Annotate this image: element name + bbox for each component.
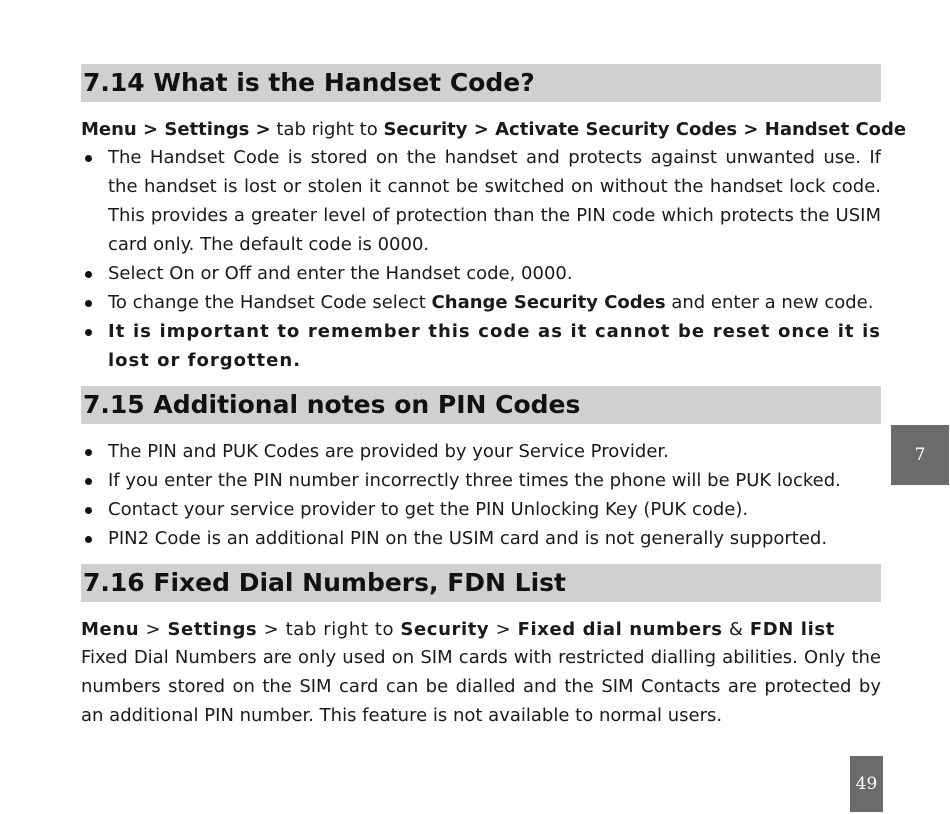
list-item-bold: Change Security Codes (431, 292, 666, 313)
menu-path-bold: Security (400, 619, 490, 640)
list-item: The Handset Code is stored on the handset and protects against unwanted use. If the handset is lost or stolen it cannot be switched on without the handset lock code. This provides a greater level of protection than the PIN code which protects the USIM card only. The default code is 0000. (81, 143, 881, 259)
list-item (81, 288, 881, 317)
menu-path-bold: Menu > Settings > (81, 119, 271, 140)
bullet-list (81, 143, 881, 375)
body-paragraph: Fixed Dial Numbers are only used on SIM cards with restricted dialling abilities. Only the numbers stored on the SIM card can be dialled and the SIM Contacts are protected by an additional PIN number. This feature is not available to normal users. (81, 647, 881, 726)
menu-path (81, 116, 907, 143)
section-fdn (81, 564, 881, 730)
list-item-text: To change the Handset Code select (108, 292, 432, 313)
menu-path-bold: Security > Activate Security Codes > Handset Code (383, 119, 907, 140)
menu-path-bold: Menu (81, 619, 140, 640)
page-content (81, 64, 907, 730)
list-item: If you enter the PIN number incorrectly three times the phone will be PUK locked. (81, 466, 881, 495)
section-pin-notes (81, 386, 881, 553)
section-handset-code (81, 64, 907, 375)
list-item: The PIN and PUK Codes are provided by your Service Provider. (81, 437, 881, 466)
bullet-list (81, 437, 881, 553)
list-item: PIN2 Code is an additional PIN on the USIM card and is not generally supported. (81, 524, 881, 553)
section-heading: 7.15 Additional notes on PIN Codes (81, 386, 881, 424)
menu-path-bold: FDN list (749, 619, 835, 640)
menu-path-bold: Fixed dial numbers (517, 619, 723, 640)
list-item: Select On or Off and enter the Handset code, 0000. (81, 259, 881, 288)
page-number: 49 (850, 756, 883, 812)
menu-path-text: & (722, 619, 750, 640)
chapter-tab: 7 (891, 425, 949, 485)
menu-path-bold: Settings (167, 619, 258, 640)
warning-item: It is important to remember this code as it cannot be reset once it is lost or forgotten. (81, 317, 881, 375)
list-item: Contact your service provider to get the PIN Unlocking Key (PUK code). (81, 495, 881, 524)
menu-path (81, 616, 881, 643)
menu-path-text: > (139, 619, 168, 640)
section-heading: 7.16 Fixed Dial Numbers, FDN List (81, 564, 881, 602)
menu-path-text: tab right to (270, 119, 384, 140)
menu-path-text: > tab right to (257, 619, 401, 640)
section-heading: 7.14 What is the Handset Code? (81, 64, 881, 102)
menu-path-text: > (489, 619, 518, 640)
list-item-text: and enter a new code. (665, 292, 874, 313)
